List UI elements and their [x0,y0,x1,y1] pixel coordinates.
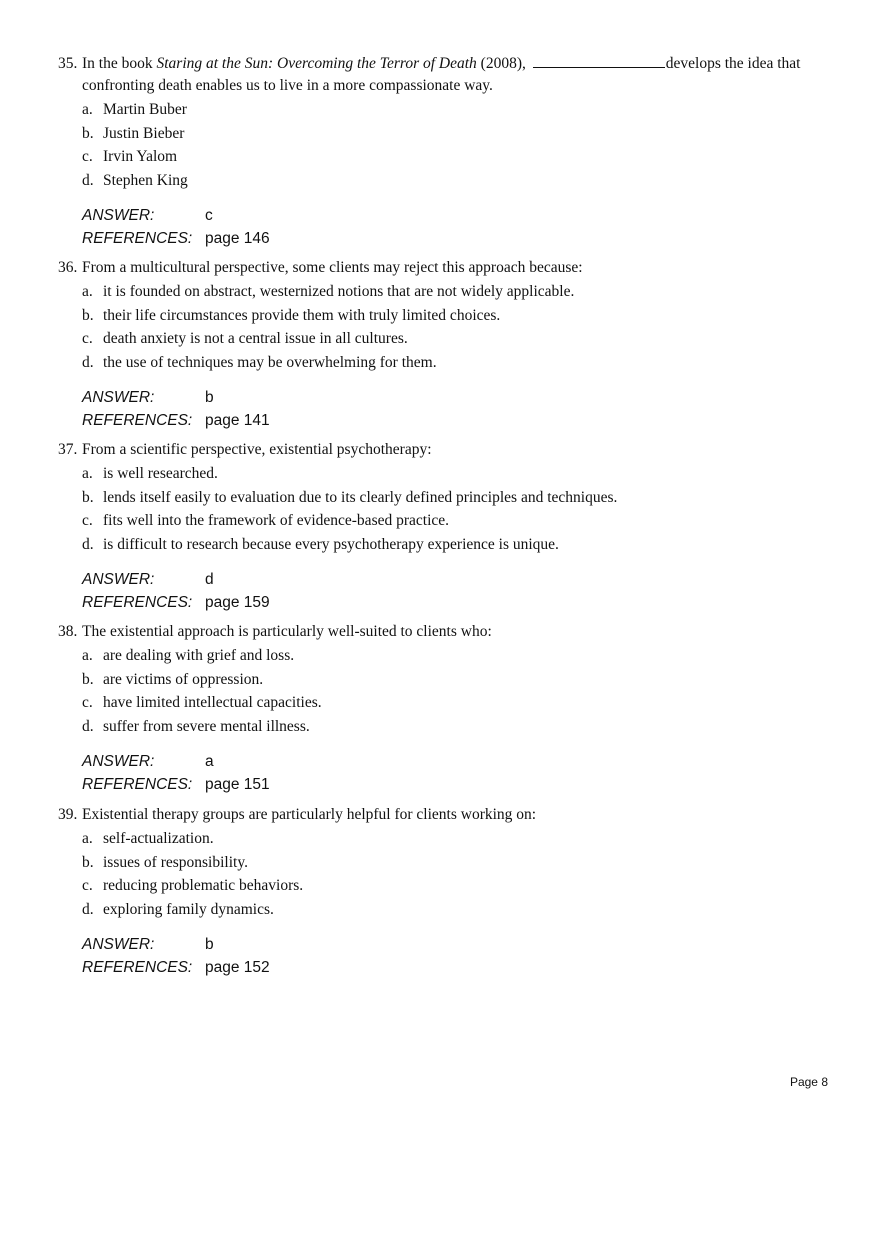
answer-value: b [205,936,214,953]
stem-text: (2008), [476,55,530,72]
choice-d: d. suffer from severe mental illness. [82,717,310,735]
choice-a: a. it is founded on abstract, westernized notions that are not widely applicable. [82,283,575,300]
question-number: 37. [58,441,78,458]
references-value: page 151 [205,775,270,793]
book-title: Staring at the Sun: Overcoming the Terror of Death [156,55,477,72]
answer-row: ANSWER: b [82,936,214,953]
answer-row: ANSWER: b [82,389,214,406]
question-stem [58,53,818,97]
choice-d: d. exploring family dynamics. [82,900,274,918]
answer-row: ANSWER: c [82,207,213,224]
choice-a: a. is well researched. [82,465,218,482]
choice-d: d. is difficult to research because every psychotherapy experience is unique. [82,535,559,553]
question-number: 38. [58,623,78,640]
choice-c: c. Irvin Yalom [82,148,178,165]
choice-list [58,827,818,921]
choice-b: b. Justin Bieber [82,124,185,142]
answer-value: b [205,389,214,406]
answer-block [58,569,818,614]
references-value: page 152 [205,958,270,976]
stem-text: Existential therapy groups are particularly helpful for clients working on: [82,806,537,823]
choice-list [58,98,818,192]
answer-block [58,934,818,979]
choice-d: d. Stephen King [82,171,188,189]
stem-text: In the book [82,55,157,72]
references-row: REFERENCES: page 152 [82,958,270,976]
answer-value: c [205,207,213,224]
references-row: REFERENCES: page 151 [82,775,270,793]
choice-list [58,644,818,738]
question-stem [58,621,818,643]
choice-a: a. are dealing with grief and loss. [82,647,295,664]
question-number: 36. [58,259,78,276]
references-value: page 159 [205,593,270,611]
question-number: 35. [58,55,78,72]
choice-d: d. the use of techniques may be overwhelming for them. [82,353,437,371]
choice-b: b. issues of responsibility. [82,853,248,871]
question-stem [58,257,818,279]
question-37 [58,439,818,614]
choice-c: c. have limited intellectual capacities. [82,694,322,711]
choice-a: a. Martin Buber [82,101,187,118]
references-row: REFERENCES: page 159 [82,593,270,611]
choice-c: c. death anxiety is not a central issue in all cultures. [82,330,408,347]
answer-block [58,205,818,250]
choice-c: c. reducing problematic behaviors. [82,877,304,894]
choice-c: c. fits well into the framework of evidence-based practice. [82,512,450,529]
choice-b: b. lends itself easily to evaluation due to its clearly defined principles and techniques. [82,488,618,506]
question-36 [58,257,818,432]
stem-text: The existential approach is particularly well-suited to clients who: [82,623,492,640]
stem-text: From a scientific perspective, existential psychotherapy: [82,441,432,458]
answer-row: ANSWER: d [82,571,214,588]
question-stem [58,439,818,461]
question-35 [58,53,818,250]
references-value: page 141 [205,411,270,429]
references-row: REFERENCES: page 141 [82,411,270,429]
question-38 [58,621,818,796]
choice-a: a. self-actualization. [82,830,214,847]
references-value: page 146 [205,229,270,247]
choice-list [58,280,818,374]
answer-row: ANSWER: a [82,753,214,770]
stem-text: From a multicultural perspective, some clients may reject this approach because: [82,259,583,276]
question-stem [58,804,818,826]
question-39 [58,804,818,979]
choice-list [58,462,818,556]
references-row: REFERENCES: page 146 [82,229,270,247]
fill-in-blank [533,53,665,68]
answer-block [58,387,818,432]
answer-value: a [205,753,214,770]
choice-b: b. their life circumstances provide them with truly limited choices. [82,306,501,324]
page-number: Page 8 [789,1075,828,1089]
stem-text: develops the idea that confronting death enables us to live in a more compassionate way. [82,55,801,94]
choice-b: b. are victims of oppression. [82,670,264,688]
question-number: 39. [58,806,78,823]
answer-block [58,751,818,796]
answer-value: d [205,571,214,588]
